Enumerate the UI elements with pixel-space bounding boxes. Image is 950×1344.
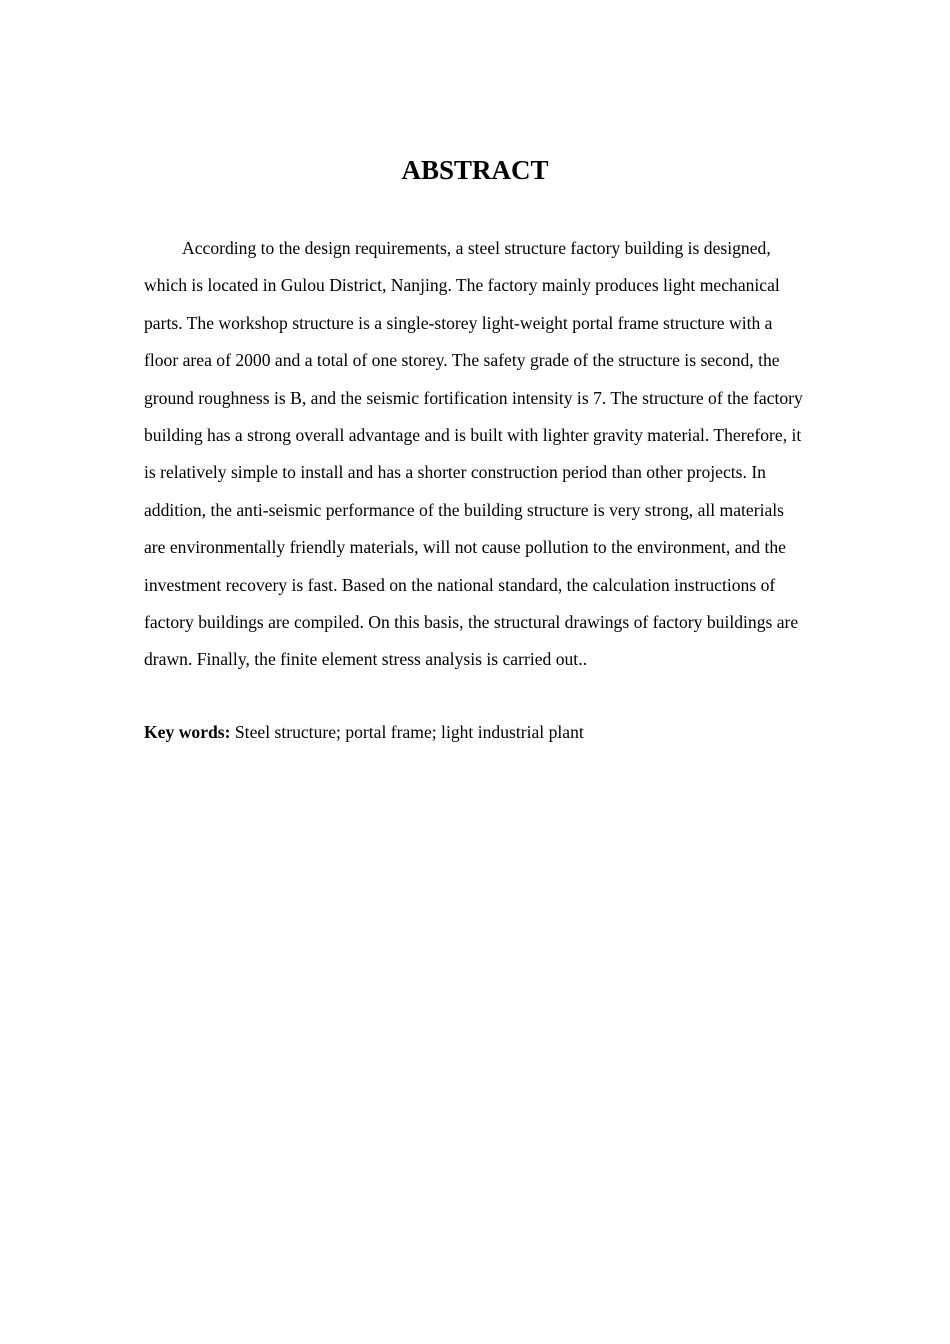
abstract-title: ABSTRACT [401,155,549,185]
keywords-line [144,714,808,751]
keywords-value: Steel structure; portal frame; light industrial plant [230,722,584,742]
keywords-label: Key words: [144,722,231,742]
abstract-paragraph: According to the design requirements, a steel structure factory building is designed, which is located in Gulou District, Nanjing. The factory mainly produces light mechanical parts. The workshop structure is a single-storey light-weight portal frame structure with a floor area of 2000 and a total of one storey. The safety grade of the structure is second, the ground roughness is B, and the seismic fortification intensity is 7. The structure of the factory building has a strong overall advantage and is built with lighter gravity material. Therefore, it is relatively simple to install and has a shorter construction period than other projects. In addition, the anti-seismic performance of the building structure is very strong, all materials are environmentally friendly materials, will not cause pollution to the environment, and the investment recovery is fast. Based on the national standard, the calculation instructions of factory buildings are compiled. On this basis, the structural drawings of factory buildings are drawn. Finally, the finite element stress analysis is carried out.. [144,238,803,670]
